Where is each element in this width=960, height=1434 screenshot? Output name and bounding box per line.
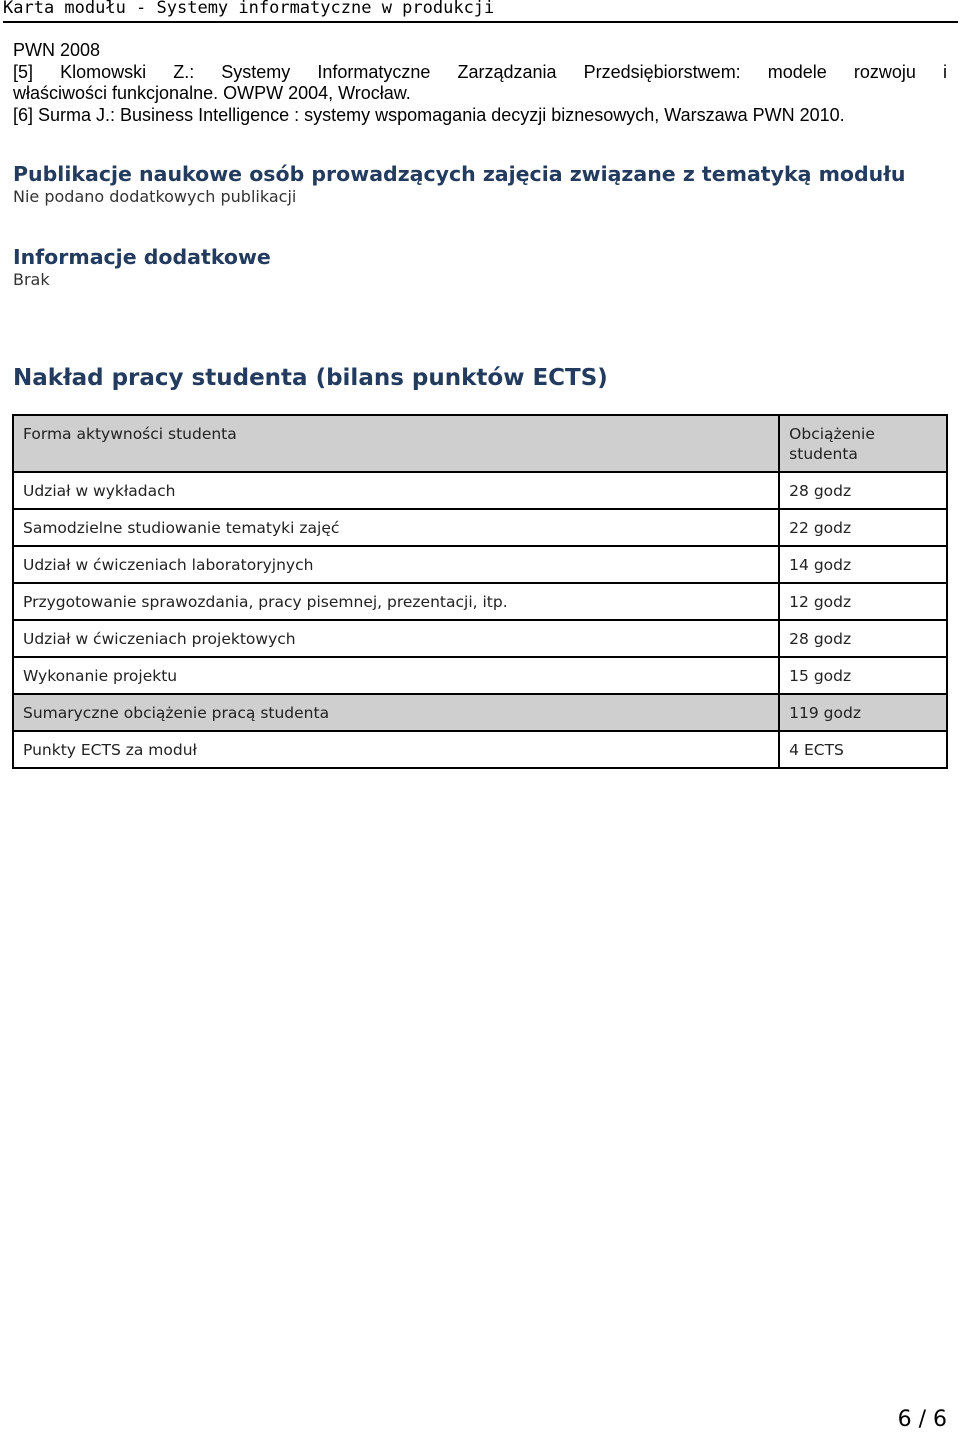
reference-5: [5] Klomowski Z.: Systemy Informatyczne Zarządzania Przedsiębiorstwem: modele rozwoju i	[13, 61, 947, 82]
column-header-activity: Forma aktywności studenta	[13, 415, 779, 472]
total-row	[13, 694, 947, 731]
table-header-row	[13, 415, 947, 472]
activity-cell: Udział w wykładach	[13, 472, 779, 509]
activity-cell: Wykonanie projektu	[13, 657, 779, 694]
load-cell: 12 godz	[779, 583, 947, 620]
workload-section	[13, 364, 953, 392]
workload-table	[12, 414, 948, 769]
column-header-load	[779, 415, 947, 472]
publications-heading: Publikacje naukowe osób prowadzących zajęcia związane z tematyką modułu	[13, 162, 906, 186]
column-header-load-line2: studenta	[789, 445, 858, 463]
references-list	[13, 40, 947, 126]
ects-label-cell: Punkty ECTS za moduł	[13, 731, 779, 768]
document-title: Karta modułu - Systemy informatyczne w produkcji	[3, 0, 495, 18]
reference-5-continuation: właściwości funkcjonalne. OWPW 2004, Wrocław.	[13, 83, 411, 103]
additional-info-heading: Informacje dodatkowe	[13, 245, 271, 269]
table-row	[13, 657, 947, 694]
total-label-cell: Sumaryczne obciążenie pracą studenta	[13, 694, 779, 731]
ects-row	[13, 731, 947, 768]
running-header	[3, 0, 958, 23]
activity-cell: Samodzielne studiowanie tematyki zajęć	[13, 509, 779, 546]
activity-cell: Przygotowanie sprawozdania, pracy pisemnej, prezentacji, itp.	[13, 583, 779, 620]
table-row	[13, 472, 947, 509]
additional-info-section	[13, 245, 953, 291]
publications-section	[13, 162, 953, 208]
table-row	[13, 583, 947, 620]
load-cell: 15 godz	[779, 657, 947, 694]
table-row	[13, 620, 947, 657]
column-header-load-line1: Obciążenie	[789, 425, 875, 443]
activity-cell: Udział w ćwiczeniach projektowych	[13, 620, 779, 657]
page-number: 6 / 6	[897, 1407, 947, 1432]
ects-value-cell: 4 ECTS	[779, 731, 947, 768]
workload-heading: Nakład pracy studenta (bilans punktów ECTS)	[13, 365, 608, 391]
reference-continuation: PWN 2008	[13, 40, 101, 60]
table-row	[13, 509, 947, 546]
additional-info-text: Brak	[13, 270, 50, 289]
activity-cell: Udział w ćwiczeniach laboratoryjnych	[13, 546, 779, 583]
load-cell: 14 godz	[779, 546, 947, 583]
load-cell: 28 godz	[779, 620, 947, 657]
reference-6: [6] Surma J.: Business Intelligence : systemy wspomagania decyzji biznesowych, Warszawa PWN 2010.	[13, 104, 845, 125]
load-cell: 28 godz	[779, 472, 947, 509]
table-row	[13, 546, 947, 583]
total-value-cell: 119 godz	[779, 694, 947, 731]
load-cell: 22 godz	[779, 509, 947, 546]
publications-text: Nie podano dodatkowych publikacji	[13, 187, 297, 206]
